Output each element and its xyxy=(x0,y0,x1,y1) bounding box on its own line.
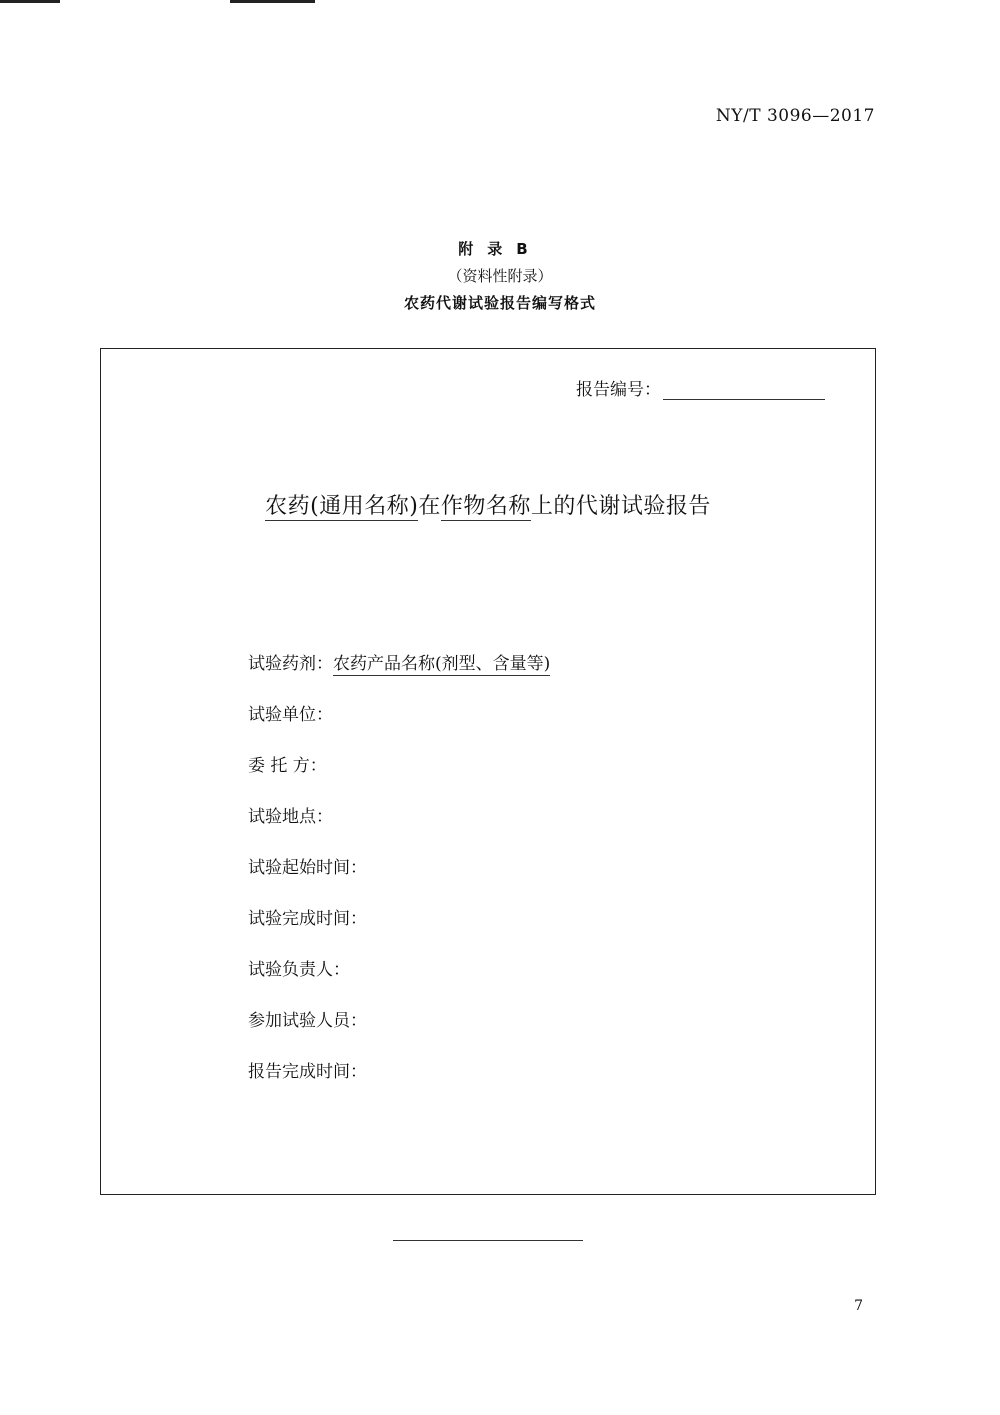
report-number-label: 报告编号： xyxy=(576,380,661,400)
field-test-agent xyxy=(248,649,550,700)
report-number-row xyxy=(576,375,825,400)
scan-mark xyxy=(230,0,315,3)
report-form-box xyxy=(100,348,876,1195)
field-start-time xyxy=(248,853,550,904)
standard-code: NY/T 3096—2017 xyxy=(715,106,875,126)
title-crop-name: 作物名称 xyxy=(440,494,531,519)
field-label: 试验药剂： xyxy=(248,654,333,674)
field-label: 试验负责人： xyxy=(248,960,350,980)
field-test-location xyxy=(248,802,550,853)
field-label: 试验起始时间： xyxy=(248,858,367,878)
field-completion-time xyxy=(248,904,550,955)
field-participants xyxy=(248,1006,550,1057)
report-title xyxy=(101,489,875,520)
field-label: 报告完成时间： xyxy=(248,1062,367,1082)
field-client xyxy=(248,751,550,802)
appendix-name: 农药代谢试验报告编写格式 xyxy=(403,294,596,312)
appendix-title: 附录B xyxy=(458,240,542,258)
report-number-blank[interactable] xyxy=(663,381,825,400)
field-value: 农药产品名称(剂型、含量等) xyxy=(333,654,551,674)
field-label: 试验单位： xyxy=(248,705,333,725)
title-connector: 在 xyxy=(418,494,441,519)
field-label: 试验完成时间： xyxy=(248,909,367,929)
field-label: 试验地点： xyxy=(248,807,333,827)
footnote-rule xyxy=(393,1240,583,1241)
title-suffix: 上的代谢试验报告 xyxy=(530,494,711,519)
field-test-unit xyxy=(248,700,550,751)
field-label: 参加试验人员： xyxy=(248,1011,367,1031)
page-number: 7 xyxy=(854,1298,863,1314)
form-fields xyxy=(248,649,550,1108)
appendix-subtitle: （资料性附录） xyxy=(447,267,553,285)
field-report-date xyxy=(248,1057,550,1108)
field-test-lead xyxy=(248,955,550,1006)
title-pesticide-name: 农药(通用名称) xyxy=(265,494,419,519)
scan-mark xyxy=(0,0,60,3)
field-label: 委 托 方： xyxy=(248,756,327,776)
